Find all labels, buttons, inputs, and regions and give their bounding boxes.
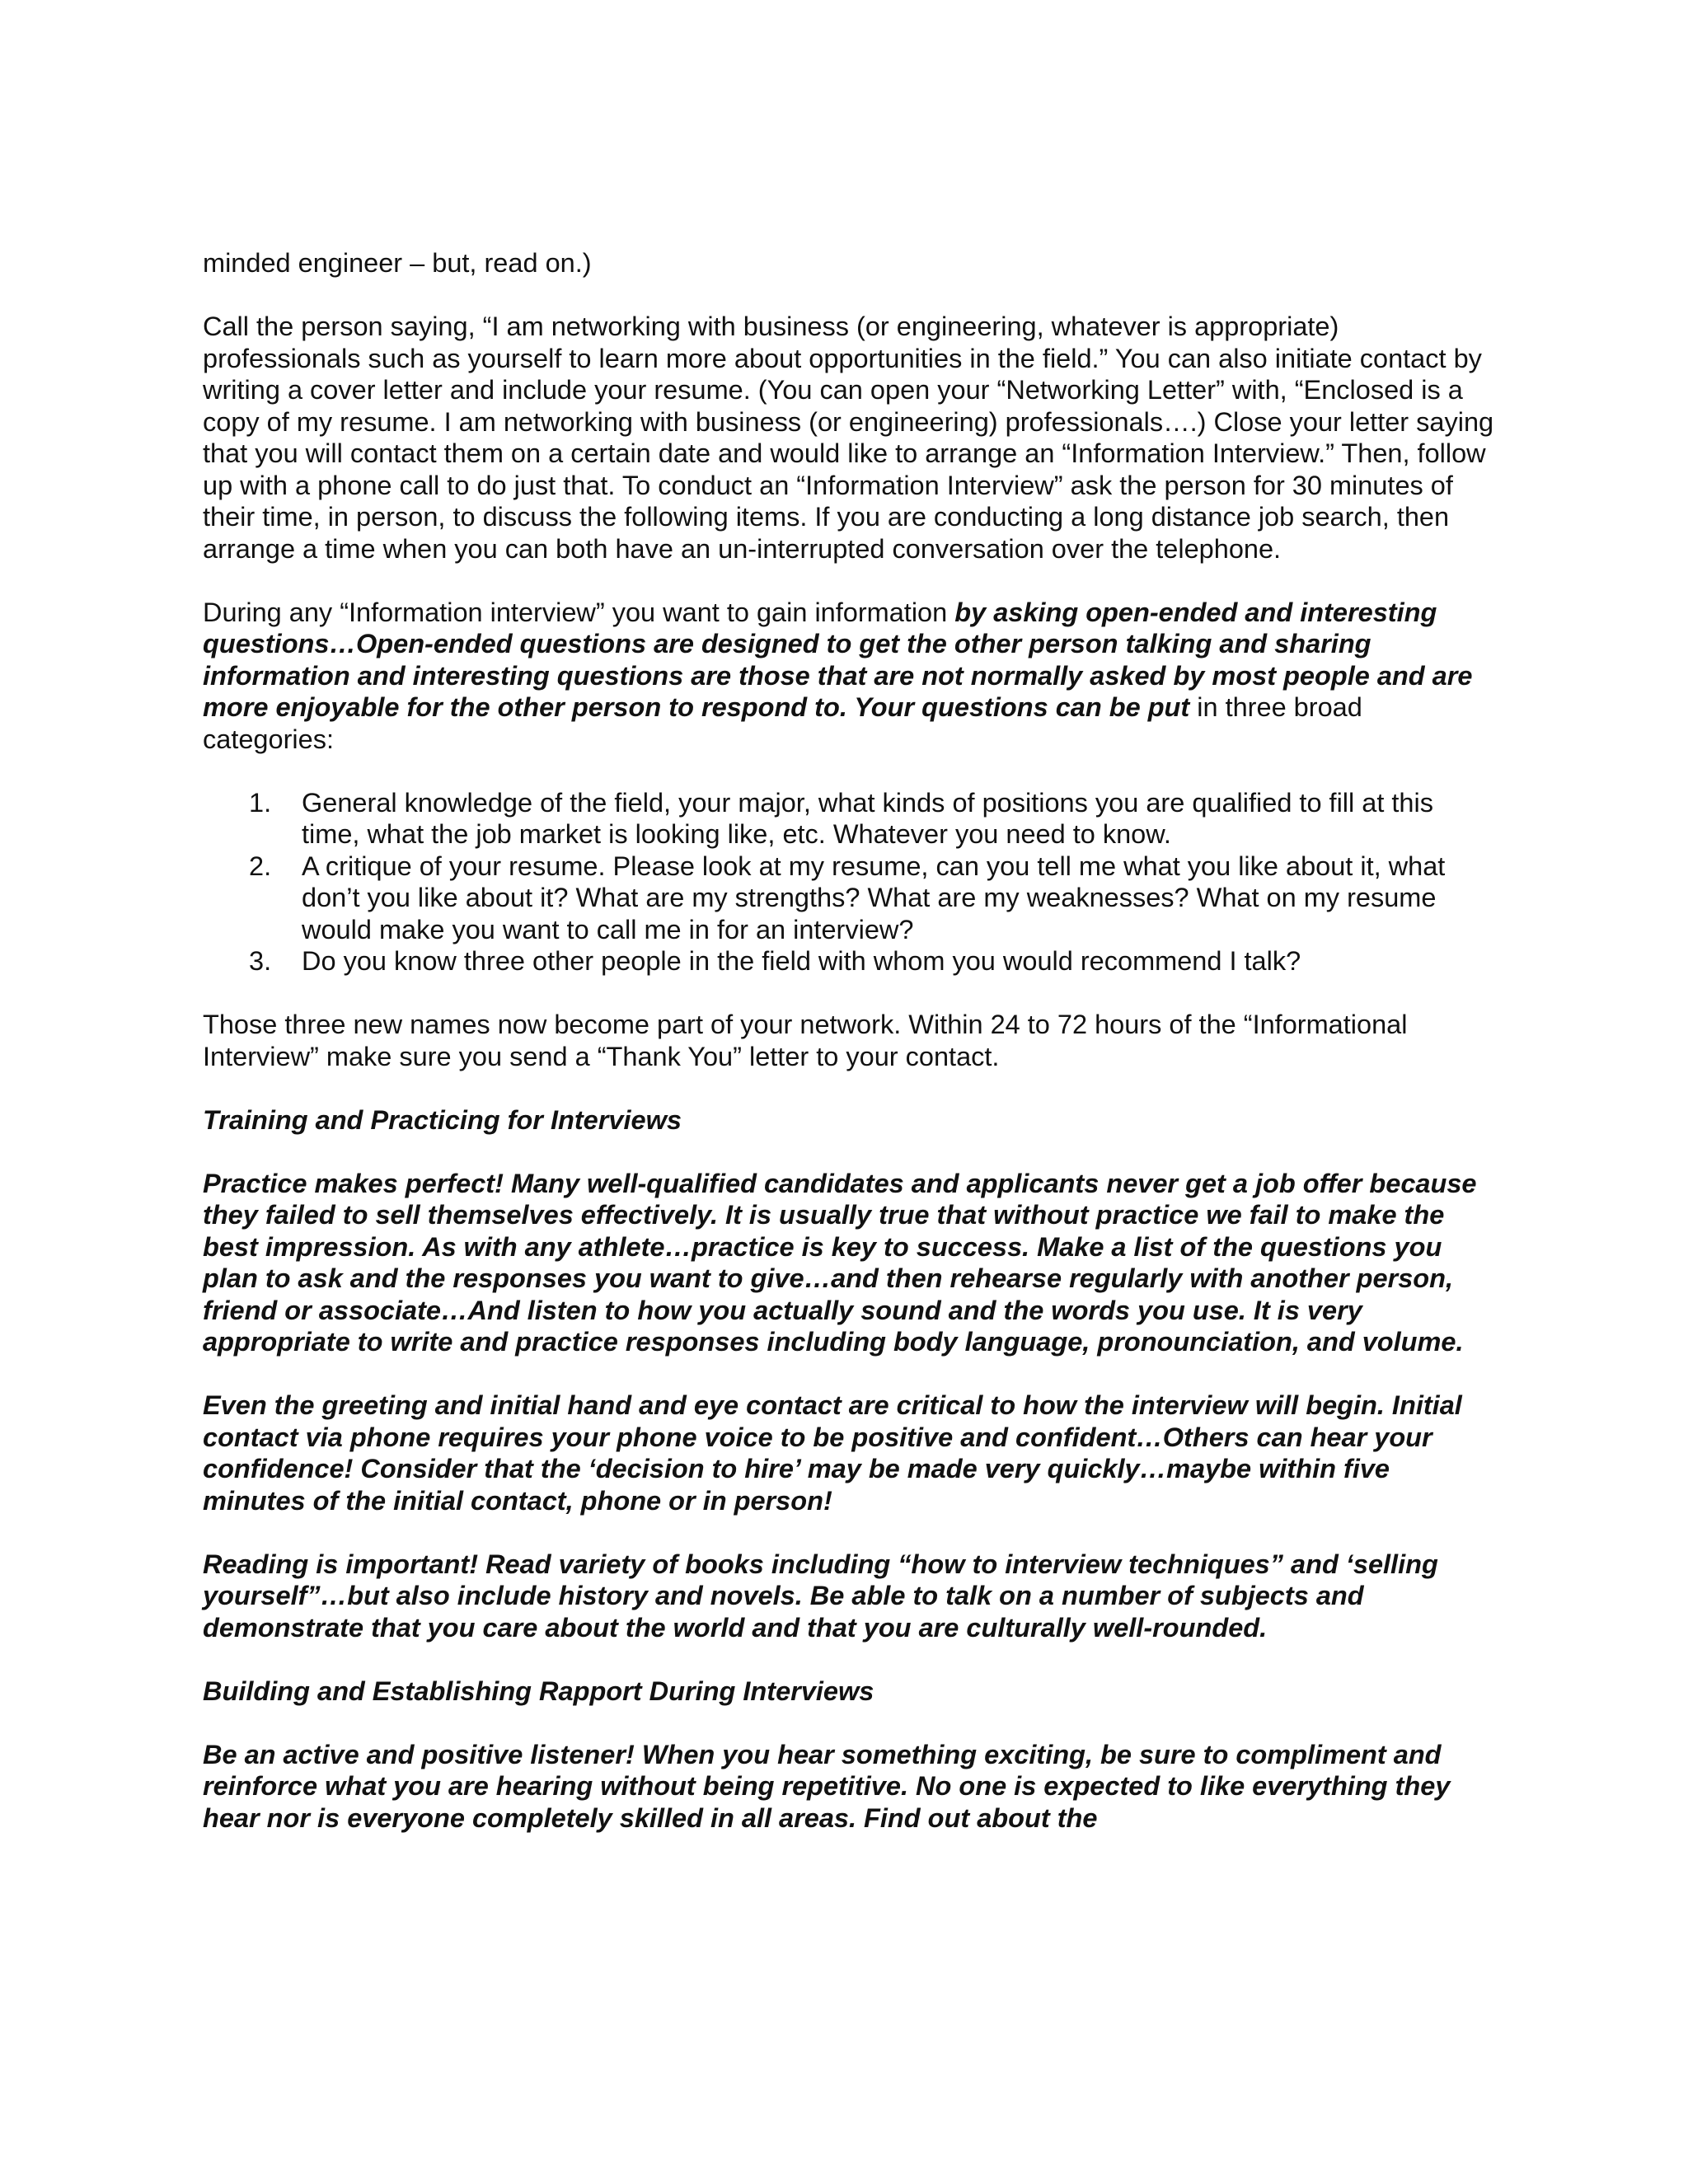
list-item-number: 2. xyxy=(249,851,272,881)
heading-training-practicing: Training and Practicing for Interviews xyxy=(203,1104,682,1135)
list-item-text: A critique of your resume. Please look at my resume, can you tell me what you like about it, what don’t you like about it? What are my strengths? What are my weaknesses? What on my resume would make you want to call me in for an interview? xyxy=(302,851,1446,944)
list-item xyxy=(203,851,1497,946)
list-item xyxy=(203,945,1497,977)
list-item xyxy=(203,787,1497,851)
document-body xyxy=(203,247,1497,1866)
list-item-text: General knowledge of the field, your major, what kinds of positions you are qualified to fill at this time, what the job market is looking like, etc. Whatever you need to know. xyxy=(302,787,1433,849)
paragraph-information-interview xyxy=(203,597,1497,756)
heading-building-rapport: Building and Establishing Rapport During Interviews xyxy=(203,1675,874,1706)
paragraph-practice: Practice makes perfect! Many well-qualified candidates and applicants never get a job offer because they failed to sell themselves effectively. It is usually true that without practice we fail to make the best impression. As with any athlete…practice is key to success. Make a list of the questions you plan to ask and the responses you want to give…and then rehearse regularly with another person, friend or associate…And listen to how you actually sound and the words you use. It is very appropriate to write and practice responses including body language, pronounciation, and volume. xyxy=(203,1168,1477,1357)
paragraph-information-interview-end: in three broad categories: xyxy=(203,692,1362,754)
question-categories-list xyxy=(203,787,1497,977)
paragraph-reading: Reading is important! Read variety of books including “how to interview techniques” and ‘selling yourself”…but also include history and novels. Be able to talk on a number of subjects and demonstrate that you care about the world and that you are culturally well-rounded. xyxy=(203,1549,1438,1643)
paragraph-information-interview-intro: During any “Information interview” you want to gain information xyxy=(203,597,955,627)
paragraph-new-names: Those three new names now become part of your network. Within 24 to 72 hours of the “Informational Interview” make sure you send a “Thank You” letter to your contact. xyxy=(203,1010,1408,1071)
list-item-number: 1. xyxy=(249,787,272,818)
paragraph-call-networking: Call the person saying, “I am networking with business (or engineering, whatever is appropriate) professionals such as yourself to learn more about opportunities in the field.” You can also initiate contact by writing a cover letter and include your resume. (You can open your “Networking Letter” with, “Enclosed is a copy of my resume. I am networking with business (or engineering) professionals….) Close your letter saying that you will contact them on a certain date and would like to arrange an “Information Interview.” Then, follow up with a phone call to do just that. To conduct an “Information Interview” ask the person for 30 minutes of their time, in person, to discuss the following items. If you are conducting a long distance job search, then arrange a time when you can both have an un-interrupted conversation over the telephone. xyxy=(203,312,1494,564)
paragraph-information-interview-emphasis: by asking open-ended and interesting questions…Open-ended questions are designed to get the other person talking and sharing information and interesting questions are those that are not normally asked by most people and are more enjoyable for the other person to respond to. Your questions can be put xyxy=(203,597,1473,722)
paragraph-active-listener: Be an active and positive listener! When you hear something exciting, be sure to compliment and reinforce what you are hearing without being repetitive. No one is expected to like everything they hear nor is everyone completely skilled in all areas. Find out about the xyxy=(203,1739,1451,1833)
list-item-number: 3. xyxy=(249,946,272,976)
list-item-text: Do you know three other people in the field with whom you would recommend I talk? xyxy=(302,946,1301,976)
paragraph-continuation: minded engineer – but, read on.) xyxy=(203,248,592,278)
paragraph-greeting: Even the greeting and initial hand and eye contact are critical to how the interview will begin. Initial contact via phone requires your phone voice to be positive and confident…Others can hear your confidence! Consider that the ‘decision to hire’ may be made very quickly…maybe within five minutes of the initial contact, phone or in person! xyxy=(203,1390,1462,1516)
